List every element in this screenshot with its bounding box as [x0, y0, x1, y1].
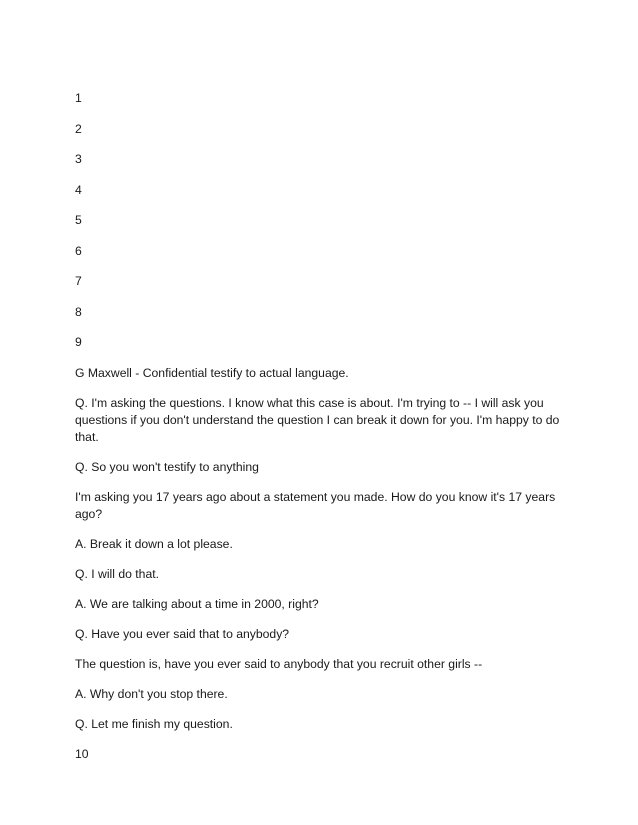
- line-number: 3: [75, 152, 82, 166]
- line-number: 2: [75, 121, 82, 136]
- transcript-paragraph: The question is, have you ever said to anybody that you recruit other girls --: [75, 656, 483, 671]
- line-number: 5: [75, 213, 82, 227]
- transcript-paragraph: A. We are talking about a time in 2000, right?: [75, 596, 319, 611]
- line-number: 8: [75, 304, 82, 319]
- transcript-paragraph: I'm asking you 17 years ago about a statement you made. How do you know it's 17 years ago?: [75, 489, 556, 521]
- line-number: 7: [75, 274, 82, 288]
- transcript-paragraph: G Maxwell - Confidential testify to actual language.: [75, 365, 349, 380]
- line-number: 6: [75, 243, 82, 258]
- transcript-paragraph: Q. Let me finish my question.: [75, 716, 233, 731]
- transcript-paragraph: Q. So you won't testify to anything: [75, 459, 259, 474]
- line-number: 1: [75, 91, 82, 105]
- transcript-paragraph: A. Why don't you stop there.: [75, 686, 228, 701]
- line-number: 4: [75, 182, 82, 197]
- transcript-paragraph: Q. I'm asking the questions. I know what this case is about. I'm trying to -- I will ask you questions if you don't understand the question I can break it down for you. I'm happy to do that.: [75, 395, 560, 444]
- page-number: 10: [75, 746, 89, 761]
- transcript-paragraph: Q. I will do that.: [75, 566, 159, 581]
- line-number: 9: [75, 335, 82, 349]
- transcript-paragraph: Q. Have you ever said that to anybody?: [75, 626, 290, 641]
- transcript-body: [75, 90, 565, 776]
- transcript-paragraph: A. Break it down a lot please.: [75, 536, 233, 551]
